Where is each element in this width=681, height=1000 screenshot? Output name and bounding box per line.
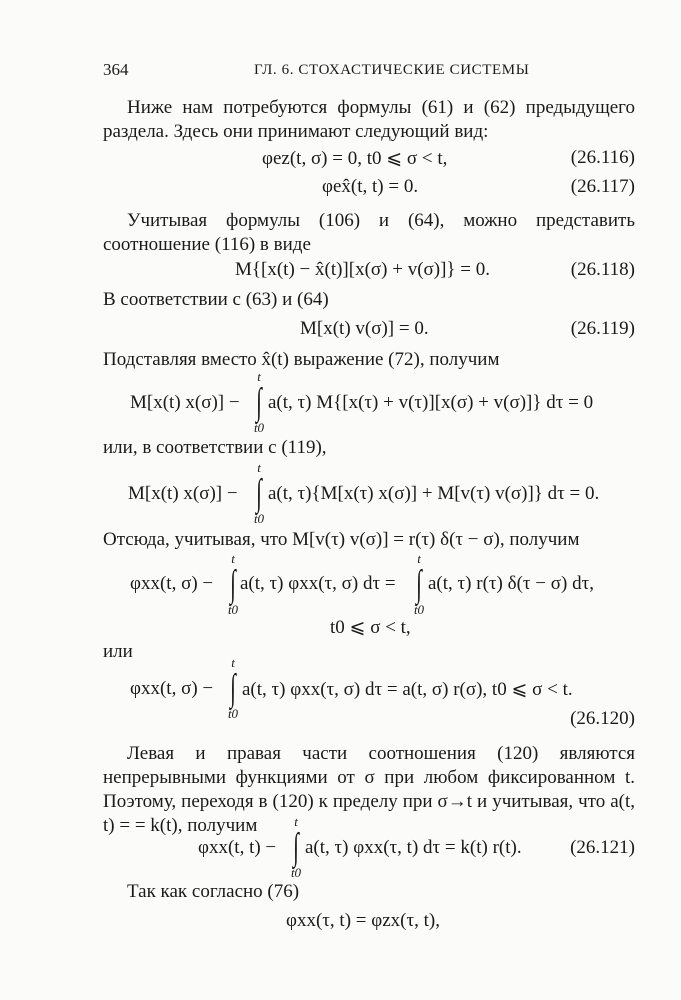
equation-a-right: a(t, τ) M{[x(τ) + v(τ)][x(σ) + v(σ)]} dτ = 0 (268, 392, 594, 413)
integral-sign-c1: t ∫ t0 (227, 551, 239, 617)
equation-a-left: M[x(t) x(σ)] − (130, 392, 240, 413)
equation-120-right: a(t, τ) φxx(τ, σ) dτ = a(t, σ) r(σ), t0 ⩽ σ < t. (242, 679, 573, 700)
equation-c-left: φxx(t, σ) − (130, 573, 214, 594)
running-title: ГЛ. 6. СТОХАСТИЧЕСКИЕ СИСТЕМЫ (254, 62, 530, 78)
equation-117: φex̂(t, t) = 0. (322, 176, 419, 197)
paragraph-3: В соответствии с (63) и (64) (103, 289, 329, 310)
integral-lower-limit: t0 (253, 420, 265, 435)
equation-116: φez(t, σ) = 0, t0 ⩽ σ < t, (262, 148, 448, 169)
integral-sign-121: t ∫ t0 (290, 814, 302, 880)
equation-b-left: M[x(t) x(σ)] − (128, 483, 238, 504)
integral-upper-limit: t (257, 369, 261, 384)
paragraph-1: Ниже нам потребуются формулы (61) и (62) предыдущего раздела. Здесь они принимают следующий вид: (103, 97, 635, 142)
page-number: 364 (103, 60, 129, 79)
paragraph-5: или, в соответствии с (119), (103, 437, 327, 458)
integral-sign-a: t ∫ t0 (244, 370, 274, 434)
equation-120-left: φxx(t, σ) − (130, 678, 214, 699)
paragraph-2: Учитывая формулы (106) и (64), можно представить соотношение (116) в виде (103, 210, 635, 255)
equation-119: M[x(t) v(σ)] = 0. (300, 318, 429, 339)
equation-b-right: a(t, τ){M[x(τ) x(σ)] + M[v(τ) v(σ)]} dτ = 0. (268, 483, 600, 504)
equation-final: φxx(τ, t) = φzx(τ, t), (286, 910, 440, 931)
paragraph-8: Левая и правая части соотношения (120) являются непрерывными функциями от σ при любом фиксированном t. Поэтому, переходя в (120) к пределу при σ→t и учитывая, что a(t, t) = = k(t), получим (103, 743, 635, 836)
integral-sign-b: t ∫ t0 (253, 460, 265, 526)
equation-120-number: (26.120) (570, 708, 635, 729)
equation-116-number: (26.116) (570, 147, 635, 168)
integral-sign-c2: t ∫ t0 (413, 551, 425, 617)
equation-121-right: a(t, τ) φxx(τ, t) dτ = k(t) r(t). (305, 837, 522, 858)
equation-c-middle: a(t, τ) φxx(τ, σ) dτ = (240, 573, 396, 594)
paragraph-4: Подставляя вместо x̂(t) выражение (72), получим (103, 349, 500, 370)
integral-sign-120: t ∫ t0 (227, 655, 239, 721)
equation-118: M{[x(t) − x̂(t)][x(σ) + v(σ)]} = 0. (235, 259, 490, 280)
paragraph-7: или (103, 641, 133, 662)
equation-117-number: (26.117) (570, 176, 635, 197)
paragraph-6: Отсюда, учитывая, что M[v(τ) v(σ)] = r(τ) δ(τ − σ), получим (103, 529, 580, 550)
equation-119-number: (26.119) (570, 318, 635, 339)
equation-c-right: a(t, τ) r(τ) δ(τ − σ) dτ, (428, 573, 594, 594)
equation-c-condition: t0 ⩽ σ < t, (330, 617, 411, 638)
equation-118-number: (26.118) (570, 259, 635, 280)
equation-121-left: φxx(t, t) − (198, 837, 277, 858)
paragraph-9: Так как согласно (76) (127, 881, 300, 902)
equation-121-number: (26.121) (570, 837, 635, 858)
